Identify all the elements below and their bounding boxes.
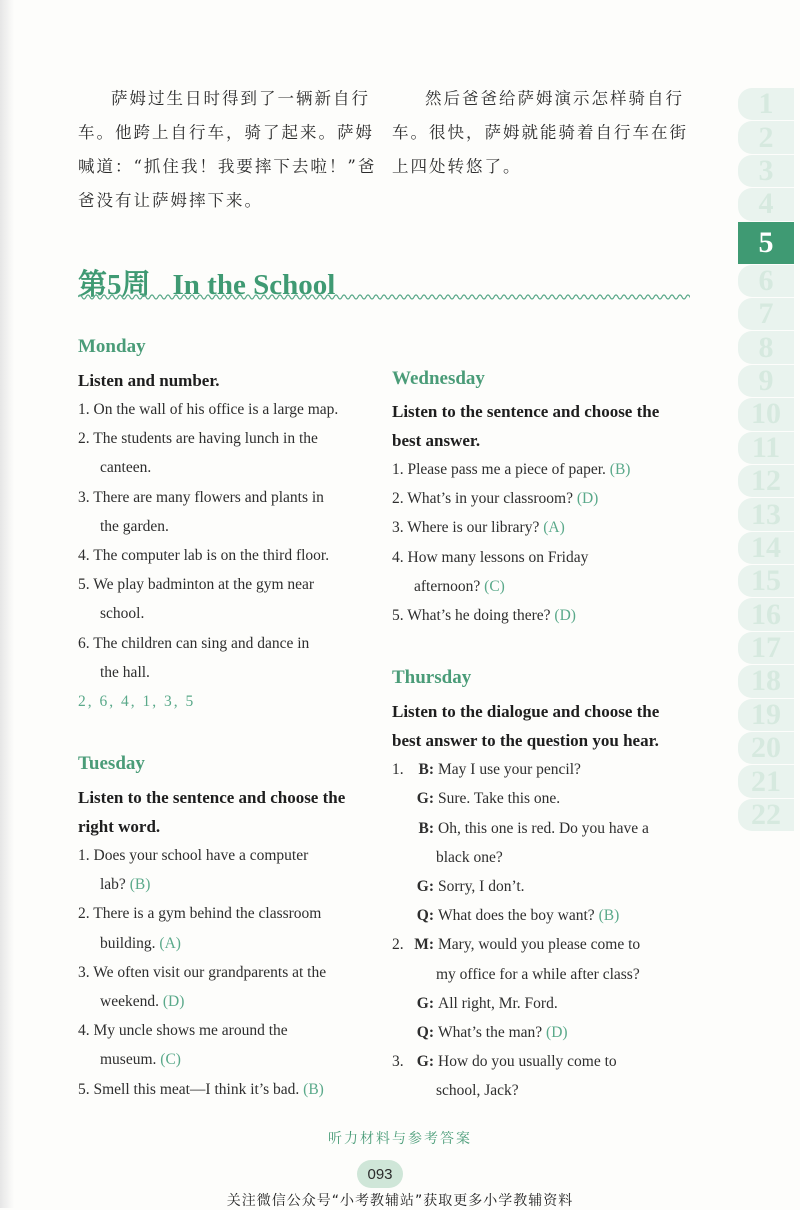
thursday-heading: Thursday [392,667,472,689]
chapter-tabs [738,88,794,832]
speaker: G: [416,1053,434,1071]
chapter-tab-14[interactable]: 14 [738,532,794,564]
week-number: 第5周 [78,269,151,301]
monday-item: 3. There are many flowers and plants in the garden. [78,488,324,535]
monday-item: 4. The computer lab is on the third floor. [78,547,330,565]
wednesday-items [392,455,692,630]
wednesday-heading: Wednesday [392,368,485,389]
dialogue-line: 3. G: How do you usually come to [392,1047,692,1076]
story-right-paragraph: 然后爸爸给萨姆演示怎样骑自行车。很快，萨姆就能骑着自行车在街上四处转悠了。 [392,89,688,176]
tuesday-heading: Tuesday [78,753,145,775]
dialogue-line: Q: What’s the man? (D) [392,1018,692,1047]
chapter-tab-17[interactable]: 17 [738,632,794,664]
chapter-tab-8[interactable]: 8 [738,331,794,363]
tuesday-item: 2. There is a gym behind the classroom building. (A) [78,905,322,952]
speaker: G: [416,878,434,896]
answer-letter: (B) [303,1080,324,1098]
answer-letter: (B) [609,461,631,478]
tuesday-item: 1. Does your school have a computer lab? (B) [78,847,309,894]
dialogue-line: B: Oh, this one is red. Do you have a [392,814,692,843]
chapter-tab-9[interactable]: 9 [738,365,794,397]
thursday-instruction: Listen to the dialogue and choose the best answer to the question you hear. [392,702,660,751]
speaker: B: [418,819,434,837]
speaker: Q: [416,1024,434,1042]
tuesday-item: 4. My uncle shows me around the museum. (C) [78,1022,288,1069]
chapter-tab-15[interactable]: 15 [738,565,794,597]
speaker: B: [418,761,434,779]
thursday-dialogues: 1. B: May I use your pencil? G: Sure. Take this one. B: Oh, this one is red. Do you have a black one? G: Sorry, I don’t. Q: What does the boy want? (B) 2. M: Mary, would you please come to my office for a while after class? G: All right, Mr. Ford. Q: What’s the man? (D) 3. G: How do you usually come to school, Jack? [392,755,692,1105]
answer-letter: (A) [543,519,565,537]
chapter-tab-7[interactable]: 7 [738,298,794,330]
story-left-paragraph: 萨姆过生日时得到了一辆新自行车。他跨上自行车，骑了起来。萨姆喊道：“抓住我！我要摔下去啦！”爸爸没有让萨姆摔下来。 [78,89,377,210]
answer-letter: (D) [554,607,576,625]
chapter-tab-6[interactable]: 6 [738,265,794,297]
answer-letter: (D) [546,1024,568,1042]
story-left-column [78,82,378,218]
monday-items [78,395,378,687]
chapter-tab-10[interactable]: 10 [738,398,794,430]
monday-heading: Monday [78,336,146,357]
dialogue-line: Q: What does the boy want? (B) [392,901,692,930]
chapter-tab-13[interactable]: 13 [738,498,794,530]
right-column [392,368,692,1106]
page-number-badge: 093 [357,1160,403,1188]
chapter-tab-4[interactable]: 4 [738,188,794,220]
answer-letter: (A) [159,934,181,952]
answer-letter: (D) [162,993,185,1011]
tuesday-instruction: Listen to the sentence and choose the right word. [78,788,346,837]
tuesday-items [78,841,378,1104]
monday-instruction: Listen and number. [78,371,220,390]
chapter-tab-16[interactable]: 16 [738,598,794,630]
chapter-tab-11[interactable]: 11 [738,432,794,464]
chapter-tab-19[interactable]: 19 [738,699,794,731]
chapter-tab-18[interactable]: 18 [738,665,794,697]
monday-answers: 2, 6, 4, 1, 3, 5 [78,693,196,711]
dialogue-line: 2. M: Mary, would you please come to [392,930,692,959]
chapter-tab-22[interactable]: 22 [738,799,794,831]
speaker: Q: [416,907,434,925]
page-binding-shadow [0,0,14,1208]
monday-item: 5. We play badminton at the gym near school. [78,576,315,623]
tuesday-item: 5. Smell this meat—I think it’s bad. (B) [78,1080,324,1098]
dialogue-line: G: Sure. Take this one. [392,784,692,813]
chapter-tab-21[interactable]: 21 [738,765,794,797]
wavy-divider [78,292,690,302]
wednesday-item: 4. How many lessons on Friday afternoon? (C) [392,548,589,595]
dialogue-line: G: Sorry, I don’t. [392,872,692,901]
speaker: G: [416,994,434,1012]
wednesday-item: 3. Where is our library? (A) [392,519,565,537]
wednesday-item: 1. Please pass me a piece of paper. (B) [392,461,631,478]
week-title: In the School [172,269,336,301]
answer-letter: (C) [160,1051,181,1069]
wednesday-item: 5. What’s he doing there? (D) [392,607,576,625]
dialogue-line: G: All right, Mr. Ford. [392,989,692,1018]
answer-letter: (D) [576,490,599,508]
monday-item: 1. On the wall of his office is a large map. [78,401,339,418]
footer-section-title: 听力材料与参考答案 [328,1131,472,1147]
answer-letter: (C) [484,577,505,595]
chapter-tab-3[interactable]: 3 [738,155,794,187]
chapter-tab-20[interactable]: 20 [738,732,794,764]
answer-letter: (B) [598,907,620,925]
dialogue-line: 1. B: May I use your pencil? [392,755,692,784]
chapter-tab-1[interactable]: 1 [738,88,794,120]
tuesday-item: 3. We often visit our grandparents at the weekend. (D) [78,963,327,1011]
answer-letter: (B) [129,876,151,894]
left-column [78,336,378,1104]
chapter-tab-2[interactable]: 2 [738,121,794,153]
monday-item: 2. The students are having lunch in the canteen. [78,430,318,477]
speaker: G: [416,790,434,808]
story-right-column [392,82,692,184]
wednesday-instruction: Listen to the sentence and choose the best answer. [392,402,660,450]
monday-item: 6. The children can sing and dance in the hall. [78,634,310,681]
chapter-tab-5-active[interactable]: 5 [738,222,794,264]
chapter-tab-12[interactable]: 12 [738,465,794,497]
wednesday-item: 2. What’s in your classroom? (D) [392,490,599,508]
speaker: M: [414,936,434,954]
footer-watermark-text: 关注微信公众号“小考教辅站”获取更多小学教辅资料 [226,1193,574,1209]
